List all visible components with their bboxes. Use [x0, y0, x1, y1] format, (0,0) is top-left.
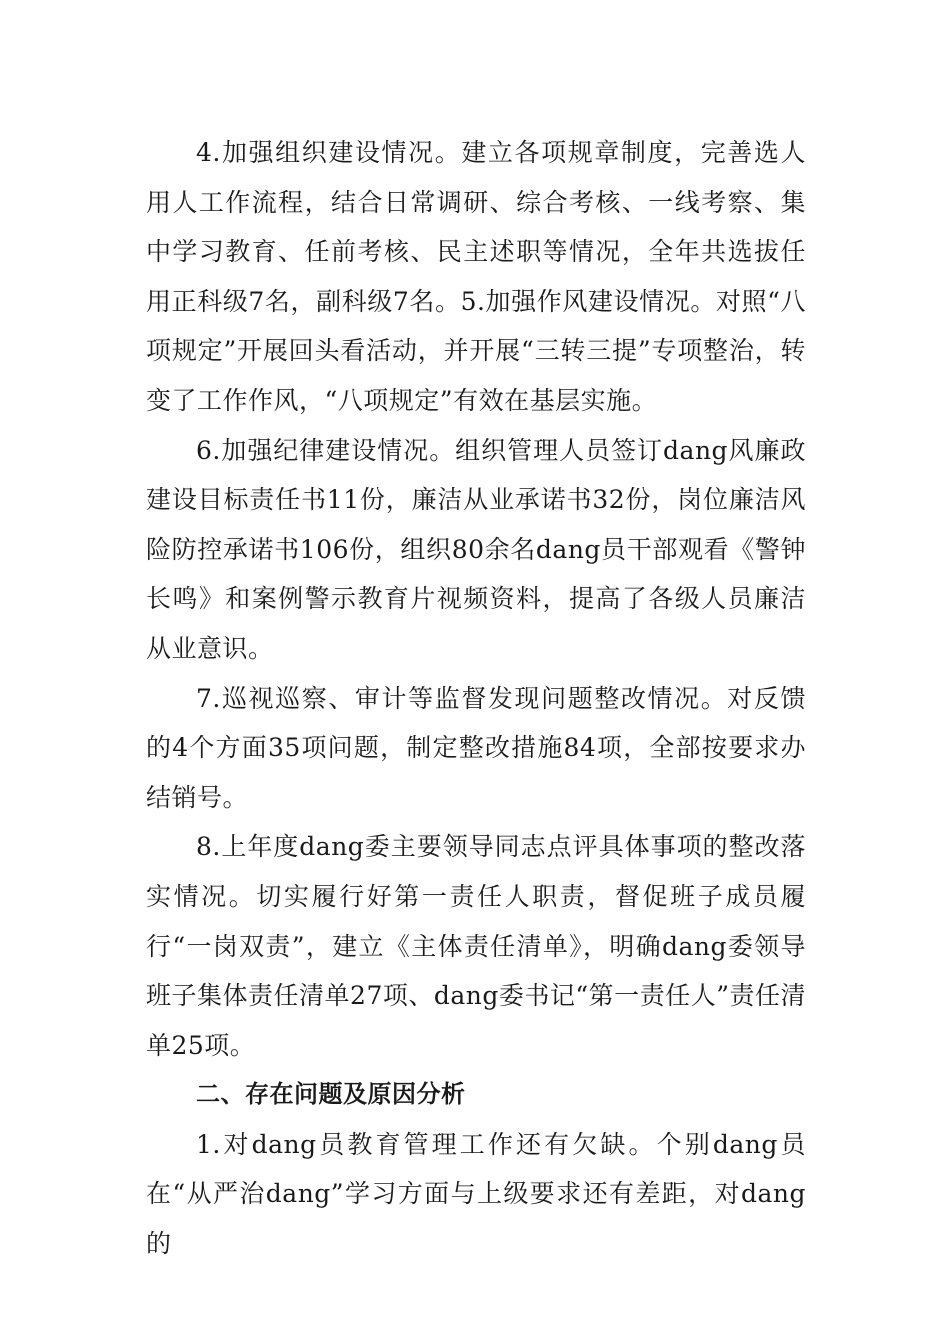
document-body: [146, 128, 806, 1269]
paragraph-discipline: 6.加强纪律建设情况。组织管理人员签订dang风廉政建设目标责任书11份，廉洁从业承诺书32份，岗位廉洁风险防控承诺书106份，组织80余名dang员干部观看《警钟长鸣》和案例警示教育片视频资料，提高了各级人员廉洁从业意识。: [146, 435, 806, 663]
paragraph-rectification: 8.上年度dang委主要领导同志点评具体事项的整改落实情况。切实履行好第一责任人职责，督促班子成员履行“一岗双责”，建立《主体责任清单》，明确dang委领导班子集体责任清单27项、dang委书记“第一责任人”责任清单25项。: [146, 832, 806, 1060]
paragraph-inspection: 7.巡视巡察、审计等监督发现问题整改情况。对反馈的4个方面35项问题，制定整改措施84项，全部按要求办结销号。: [146, 683, 806, 812]
section-heading: 二、存在问题及原因分析: [196, 1080, 466, 1109]
paragraph-organization: 4.加强组织建设情况。建立各项规章制度，完善选人用人工作流程，结合日常调研、综合考核、一线考察、集中学习教育、任前考核、民主述职等情况，全年共选拔任用正科级7名，副科级7名。5.加强作风建设情况。对照“八项规定”开展回头看活动，并开展“三转三提”专项整治，转变了工作作风，“八项规定”有效在基层实施。: [146, 138, 806, 415]
paragraph-education: 1.对dang员教育管理工作还有欠缺。个别dang员在“从严治dang”学习方面与上级要求还有差距，对dang的: [146, 1129, 806, 1259]
